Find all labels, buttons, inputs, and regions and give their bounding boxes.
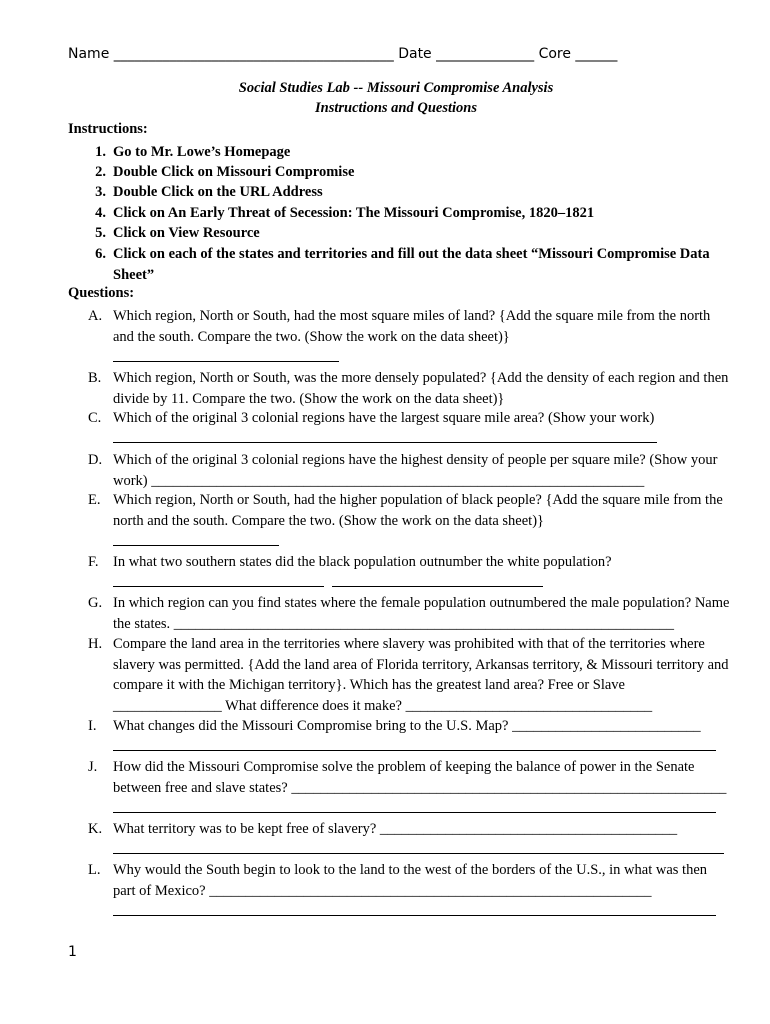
question-text: Which region, North or South, was the more densely populated? {Add the density of each region and then divide by 11. Compare the two. (Show the work on the data sheet)} bbox=[113, 370, 729, 407]
answer-line[interactable] bbox=[113, 545, 279, 546]
instruction-text: Click on each of the states and territories and fill out the data sheet “Missouri Compromise Data Sheet” bbox=[113, 246, 710, 283]
question-text: Which region, North or South, had the most square miles of land? {Add the square mile from the north and the south. Compare the two. (Show the work on the data sheet)} bbox=[113, 308, 711, 345]
document-subtitle: Instructions and Questions bbox=[315, 100, 477, 116]
question-letter: C. bbox=[88, 410, 102, 426]
instruction-number: 2. bbox=[95, 164, 106, 180]
question-letter: J. bbox=[88, 759, 98, 775]
answer-line[interactable] bbox=[332, 586, 543, 587]
instruction-text: Click on An Early Threat of Secession: The Missouri Compromise, 1820–1821 bbox=[113, 205, 595, 221]
instruction-text: Click on View Resource bbox=[113, 225, 260, 241]
document-title: Social Studies Lab -- Missouri Compromise Analysis bbox=[238, 80, 554, 96]
answer-line[interactable] bbox=[113, 586, 324, 587]
question-letter: D. bbox=[88, 452, 103, 468]
question-text: Which region, North or South, had the higher population of black people? {Add the square mile from the north and the south. Compare the two. (Show the work on the data sheet)} bbox=[113, 492, 723, 529]
question-letter: G. bbox=[88, 595, 103, 611]
question-text: Compare the land area in the territories where slavery was prohibited with that of the territories where slavery was permitted. {Add the land area of Florida territory, Arkansas territory, & Missouri territory and compare it with the Michigan territory}. Which has the greatest land area? Free or Slave _______________ What difference does it make? __________________________________ bbox=[113, 636, 729, 714]
question-text: Which of the original 3 colonial regions have the largest square mile area? (Show your work) bbox=[113, 410, 655, 426]
question-letter: B. bbox=[88, 370, 102, 386]
instruction-text: Double Click on the URL Address bbox=[113, 184, 323, 200]
question-text: What changes did the Missouri Compromise bring to the U.S. Map? __________________________ bbox=[113, 718, 701, 734]
answer-line[interactable] bbox=[113, 915, 716, 916]
question-letter: I. bbox=[88, 718, 97, 734]
instructions-label: Instructions: bbox=[68, 121, 148, 137]
answer-line[interactable] bbox=[113, 442, 657, 443]
question-text: Why would the South begin to look to the land to the west of the borders of the U.S., in what was then part of Mexico? _____________________________________________________________ bbox=[113, 862, 708, 899]
question-text: In what two southern states did the black population outnumber the white population? bbox=[113, 554, 612, 570]
question-letter: A. bbox=[88, 308, 103, 324]
question-letter: E. bbox=[88, 492, 101, 508]
instruction-number: 5. bbox=[95, 225, 106, 241]
questions-label: Questions: bbox=[68, 285, 135, 301]
answer-line[interactable] bbox=[113, 853, 724, 854]
answer-line[interactable] bbox=[113, 812, 716, 813]
answer-line[interactable] bbox=[113, 361, 339, 362]
question-text: In which region can you find states where the female population outnumbered the male population? Name the states. _____________________________________________________________________ bbox=[113, 595, 730, 632]
instruction-number: 6. bbox=[95, 246, 106, 262]
question-text: Which of the original 3 colonial regions have the highest density of people per square mile? (Show your work) ____________________________________________________________________ bbox=[113, 452, 718, 489]
name-date-core-line: Name ________________________________________ Date ______________ Core ______ bbox=[68, 46, 618, 62]
instruction-text: Go to Mr. Lowe’s Homepage bbox=[113, 144, 291, 160]
answer-line[interactable] bbox=[113, 750, 716, 751]
question-text: What territory was to be kept free of slavery? _________________________________________ bbox=[113, 821, 678, 837]
instruction-number: 3. bbox=[95, 184, 106, 200]
instruction-number: 1. bbox=[95, 144, 106, 160]
instruction-number: 4. bbox=[95, 205, 106, 221]
question-text: How did the Missouri Compromise solve the problem of keeping the balance of power in the Senate between free and slave states? ____________________________________________________________ bbox=[113, 759, 727, 796]
question-letter: L. bbox=[88, 862, 101, 878]
question-letter: K. bbox=[88, 821, 103, 837]
question-letter: F. bbox=[88, 554, 99, 570]
question-letter: H. bbox=[88, 636, 103, 652]
instruction-text: Double Click on Missouri Compromise bbox=[113, 164, 355, 180]
page-number: 1 bbox=[68, 944, 77, 960]
